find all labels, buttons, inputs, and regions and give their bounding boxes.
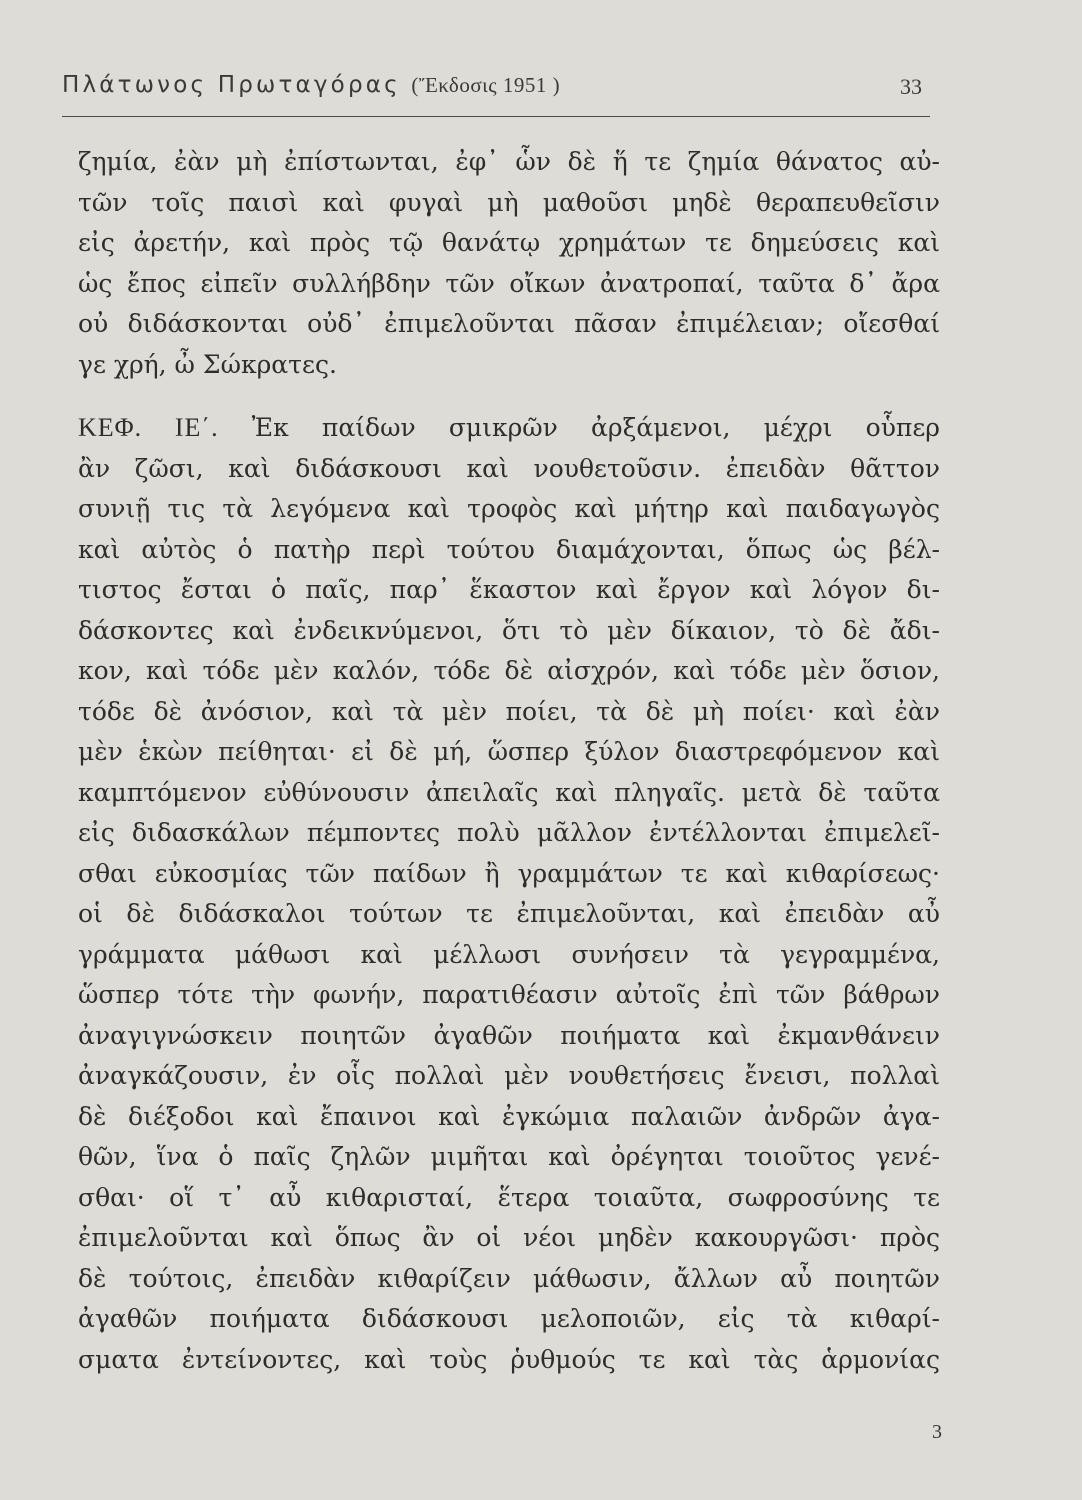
text-line: ἀγαθῶν ποιήματα διδάσκουσι μελοποιῶν, εἰς τὰ κιθαρί- (78, 1304, 940, 1333)
paragraph-1 (78, 142, 940, 385)
text-line: σθαι εὐκοσμίας τῶν παίδων ἢ γραμμάτων τε καὶ κιθαρίσεως· (78, 858, 940, 888)
page-number: 33 (900, 74, 922, 99)
text-line: ἂν ζῶσι, καὶ διδάσκουσι καὶ νουθετοῦσιν. ἐπειδὰν θᾶττον (78, 453, 940, 483)
text-line: σματα ἐντείνοντες, καὶ τοὺς ῥυθμούς τε καὶ τὰς ἁρμονίας (78, 1344, 940, 1374)
text-line: θῶν, ἵνα ὁ παῖς ζηλῶν μιμῆται καὶ ὀρέγηται τοιοῦτος γενέ- (78, 1142, 940, 1171)
text-line: ἐπιμελοῦνται καὶ ὅπως ἂν οἱ νέοι μηδὲν κακουργῶσι· πρὸς (78, 1223, 940, 1252)
text-line: δάσκοντες καὶ ἐνδεικνύμενοι, ὅτι τὸ μὲν δίκαιον, τὸ δὲ ἄδι- (78, 615, 940, 645)
text-line: οἱ δὲ διδάσκαλοι τούτων τε ἐπιμελοῦνται, καὶ ἐπειδὰν αὖ (78, 899, 940, 928)
text-line: ὡς ἔπος εἰπεῖν συλλήβδην τῶν οἴκων ἀνατροπαί, ταῦτα δ᾽ ἄρα (78, 268, 940, 298)
running-head (62, 72, 930, 112)
text-line: γράμματα μάθωσι καὶ μέλλωσι συνήσειν τὰ γεγραμμένα, (78, 939, 940, 969)
text-line: δὲ τούτοις, ἐπειδὰν κιθαρίζειν μάθωσιν, ἄλλων αὖ ποιητῶν (78, 1263, 940, 1293)
chapter-opening-line (78, 408, 940, 449)
text-line: ἀναγκάζουσιν, ἐν οἷς πολλαὶ μὲν νουθετήσεις ἔνεισι, πολλαὶ (78, 1061, 940, 1090)
text-line: καμπτόμενον εὐθύνουσιν ἀπειλαῖς καὶ πληγαῖς. μετὰ δὲ ταῦτα (78, 777, 940, 807)
text-line: ζημία, ἐὰν μὴ ἐπίστωνται, ἐφ᾽ ὧν δὲ ἥ τε ζημία θάνατος αὐ- (78, 147, 940, 176)
text-line: κον, καὶ τόδε μὲν καλόν, τόδε δὲ αἰσχρόν, καὶ τόδε μὲν ὅσιον, (78, 656, 940, 685)
text-line: συνιῇ τις τὰ λεγόμενα καὶ τροφὸς καὶ μήτηρ καὶ παιδαγωγὸς (78, 494, 940, 523)
text-line: ἀναγιγνώσκειν ποιητῶν ἀγαθῶν ποιήματα καὶ ἐκμανθάνειν (78, 1020, 940, 1050)
text-line: τῶν τοῖς παισὶ καὶ φυγαὶ μὴ μαθοῦσι μηδὲ θεραπευθεῖσιν (78, 187, 940, 217)
chapter-opening-text: Ἐκ παίδων σμικρῶν ἀρξάμενοι, μέχρι οὗπερ (251, 413, 940, 442)
paragraph-2 (78, 408, 940, 1380)
text-line: σθαι· οἵ τ᾽ αὖ κιθαρισταί, ἕτερα τοιαῦτα, σωφροσύνης τε (78, 1182, 940, 1212)
body-text (78, 142, 940, 1380)
text-line: ὥσπερ τότε τὴν φωνήν, παρατιθέασιν αὐτοῖς ἐπὶ τῶν βάθρων (78, 980, 940, 1009)
text-line: γε χρή, ὦ Σώκρατες. (78, 349, 337, 379)
signature-mark: 3 (932, 1421, 942, 1443)
text-line: τιστος ἔσται ὁ παῖς, παρ᾽ ἕκαστον καὶ ἔργον καὶ λόγον δι- (78, 575, 940, 604)
running-title (62, 72, 560, 98)
header-rule (62, 116, 930, 117)
text-line: μὲν ἑκὼν πείθηται· εἰ δὲ μή, ὥσπερ ξύλον διαστρεφόμενον καὶ (78, 737, 940, 766)
text-line: δὲ διέξοδοι καὶ ἔπαινοι καὶ ἐγκώμια παλαιῶν ἀνδρῶν ἀγα- (78, 1101, 940, 1131)
book-title: Πλάτωνος Πρωταγόρας (62, 72, 401, 98)
text-line: καὶ αὐτὸς ὁ πατὴρ περὶ τούτου διαμάχονται, ὅπως ὡς βέλ- (78, 534, 940, 564)
text-line: τόδε δὲ ἀνόσιον, καὶ τὰ μὲν ποίει, τὰ δὲ μὴ ποίει· καὶ ἐὰν (78, 696, 940, 726)
edition-note: (Ἔκδοσις 1951 ) (411, 73, 561, 97)
text-line: εἰς ἀρετήν, καὶ πρὸς τῷ θανάτῳ χρημάτων τε δημεύσεις καὶ (78, 228, 940, 257)
text-line: εἰς διδασκάλων πέμποντες πολὺ μᾶλλον ἐντέλλονται ἐπιμελεῖ- (78, 818, 940, 847)
chapter-heading: ΚΕΦ. ΙΕ΄. (78, 413, 219, 442)
text-line: οὐ διδάσκονται οὐδ᾽ ἐπιμελοῦνται πᾶσαν ἐπιμέλειαν; οἴεσθαί (78, 309, 940, 338)
paragraph-gap (78, 385, 940, 408)
